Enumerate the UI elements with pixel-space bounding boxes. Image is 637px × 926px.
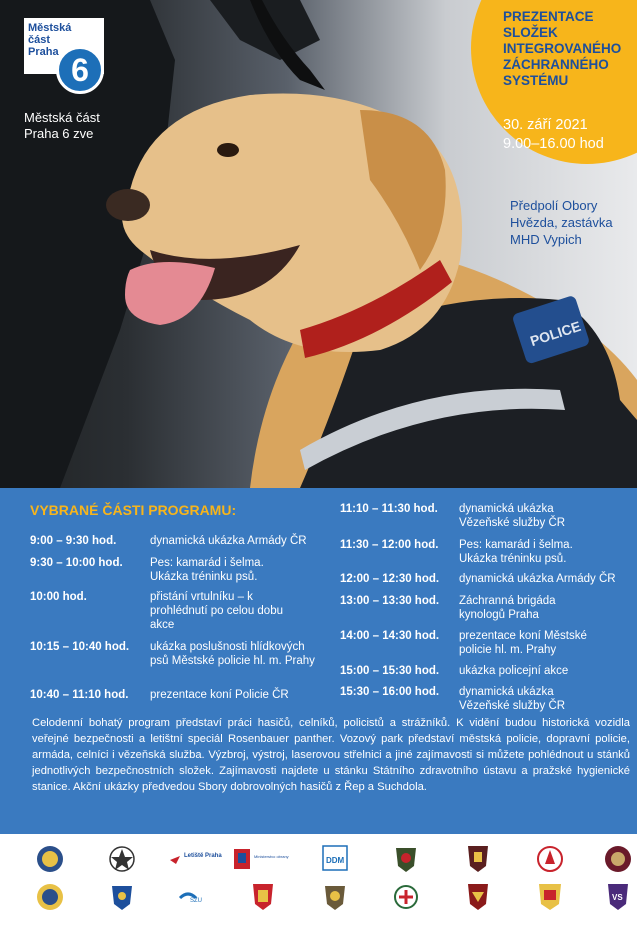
program-desc: dynamická ukázka Vězeňské služby ČR bbox=[459, 503, 566, 529]
program-desc: Záchranná brigáda kynologů Praha bbox=[459, 595, 556, 621]
svg-text:Letiště Praha: Letiště Praha bbox=[184, 853, 222, 859]
program-desc: ukázka poslušnosti hlídkových psů Městské policie hl. m. Prahy bbox=[150, 641, 315, 667]
invite-line-2: Praha 6 zve bbox=[24, 126, 94, 141]
police-shield-emblem-icon bbox=[112, 886, 132, 910]
program-desc: Pes: kamarád i šelma. Ukázka tréninku psů. bbox=[150, 557, 264, 583]
program-desc: prezentace koní Městské policie hl. m. Prahy bbox=[459, 630, 587, 656]
title-line-5: SYSTÉMU bbox=[503, 73, 569, 88]
svg-text:DDM: DDM bbox=[326, 856, 345, 865]
prison-service-emblem-icon bbox=[605, 846, 631, 872]
fire-rescue-emblem-icon bbox=[538, 847, 562, 871]
round-blue-emblem-icon bbox=[37, 846, 63, 872]
program-desc: ukázka policejní akce bbox=[459, 665, 569, 677]
place-line-1: Předpolí Obory bbox=[510, 198, 598, 213]
svg-text:Ministerstvo obrany: Ministerstvo obrany bbox=[254, 854, 289, 859]
program-desc: dynamická ukázka Armády ČR bbox=[150, 535, 307, 547]
program-time: 10:40 – 11:10 hod. bbox=[30, 689, 129, 701]
event-place bbox=[510, 197, 637, 248]
program-time: 11:30 – 12:00 hod. bbox=[340, 539, 439, 551]
red-yellow-shield-icon bbox=[253, 884, 273, 910]
invite-text bbox=[24, 110, 124, 142]
invite-line-1: Městská část bbox=[24, 110, 100, 125]
logo-line-2: část bbox=[28, 34, 51, 46]
program-time: 9:00 – 9:30 hod. bbox=[30, 535, 117, 547]
vs-emblem-icon bbox=[608, 884, 628, 910]
fire-brigade-emblem-icon bbox=[37, 884, 63, 910]
svg-text:POLICE: POLICE bbox=[528, 317, 583, 350]
program-heading: VYBRANÉ ČÁSTI PROGRAMU: bbox=[30, 502, 237, 518]
title-line-3: INTEGROVANÉHO bbox=[503, 41, 622, 56]
logo-line-3: Praha bbox=[28, 46, 59, 58]
logo-line-1: Městská bbox=[28, 22, 72, 34]
program-time: 10:15 – 10:40 hod. bbox=[30, 641, 130, 653]
program-time: 13:00 – 13:30 hod. bbox=[340, 595, 440, 607]
program-panel bbox=[0, 488, 637, 834]
lion-crest-emblem-icon bbox=[396, 848, 416, 872]
program-desc: přistání vrtulníku – k prohlédnutí po celou dobu akce bbox=[150, 591, 283, 631]
partner-logos bbox=[0, 834, 637, 926]
hygiene-emblem-icon bbox=[325, 886, 345, 910]
logo-number-circle: 6 bbox=[56, 46, 104, 94]
municipal-police-crest-icon bbox=[395, 886, 417, 908]
partner-logo-strip bbox=[0, 834, 637, 926]
svg-text:VS: VS bbox=[612, 893, 623, 902]
svg-text:SZU: SZU bbox=[190, 898, 202, 904]
program-time: 9:30 – 10:00 hod. bbox=[30, 557, 123, 569]
program-description: Celodenní bohatý program představí práci hasičů, celníků, policistů a strážníků. K vidění budou historická vozidla veřejné bezpečnosti a letištní speciál Rosenbauer panther. Vozový park představí městská policie, dopravní policie, armáda, celníci i vězeňská služba. Výzbroj, výstroj, laserovou střelnici a jiné zajímavosti si můžete pohlédnout u stánků jednotlivých bezpečnostních složek. Zajímavosti najdete u stánku Státního zdravotního ústavu a pražské hygienické stanice. Akční ukázky předvedou Sbory dobrovolných hasičů z Řep a Suchdola. bbox=[32, 717, 630, 793]
program-desc: dynamická ukázka Vězeňské služby ČR bbox=[459, 686, 566, 712]
title-line-4: ZÁCHRANNÉHO bbox=[503, 57, 609, 72]
rep-crest-icon bbox=[539, 884, 561, 910]
ministry-shield-logo-icon bbox=[234, 849, 289, 869]
title-line-2: SLOŽEK bbox=[503, 25, 558, 40]
program-time: 15:00 – 15:30 hod. bbox=[340, 665, 440, 677]
event-date bbox=[503, 116, 604, 154]
program-time: 11:10 – 11:30 hod. bbox=[340, 503, 438, 515]
title-line-1: PREZENTACE bbox=[503, 9, 594, 24]
event-time: 9.00–16.00 hod bbox=[503, 136, 604, 152]
event-date-day: 30. září 2021 bbox=[503, 117, 588, 133]
program-time: 15:30 – 16:00 hod. bbox=[340, 686, 440, 698]
szu-logo-icon bbox=[180, 894, 202, 904]
army-shield-icon bbox=[468, 884, 488, 910]
place-line-3: MHD Vypich bbox=[510, 232, 582, 247]
program-time: 10:00 hod. bbox=[30, 591, 87, 603]
program-time: 12:00 – 12:30 hod. bbox=[340, 573, 440, 585]
star-emblem-icon bbox=[110, 847, 134, 871]
letiste-praha-logo-icon bbox=[170, 853, 222, 864]
program-desc: dynamická ukázka Armády ČR bbox=[459, 573, 616, 585]
program-desc: Pes: kamarád i šelma. Ukázka tréninku psů. bbox=[459, 539, 573, 565]
event-title bbox=[503, 9, 637, 89]
military-police-shield-icon bbox=[468, 846, 488, 872]
place-line-2: Hvězda, zastávka bbox=[510, 215, 613, 230]
program-time: 14:00 – 14:30 hod. bbox=[340, 630, 440, 642]
ddm-logo-icon bbox=[323, 846, 347, 870]
program-desc: prezentace koní Policie ČR bbox=[150, 689, 289, 701]
